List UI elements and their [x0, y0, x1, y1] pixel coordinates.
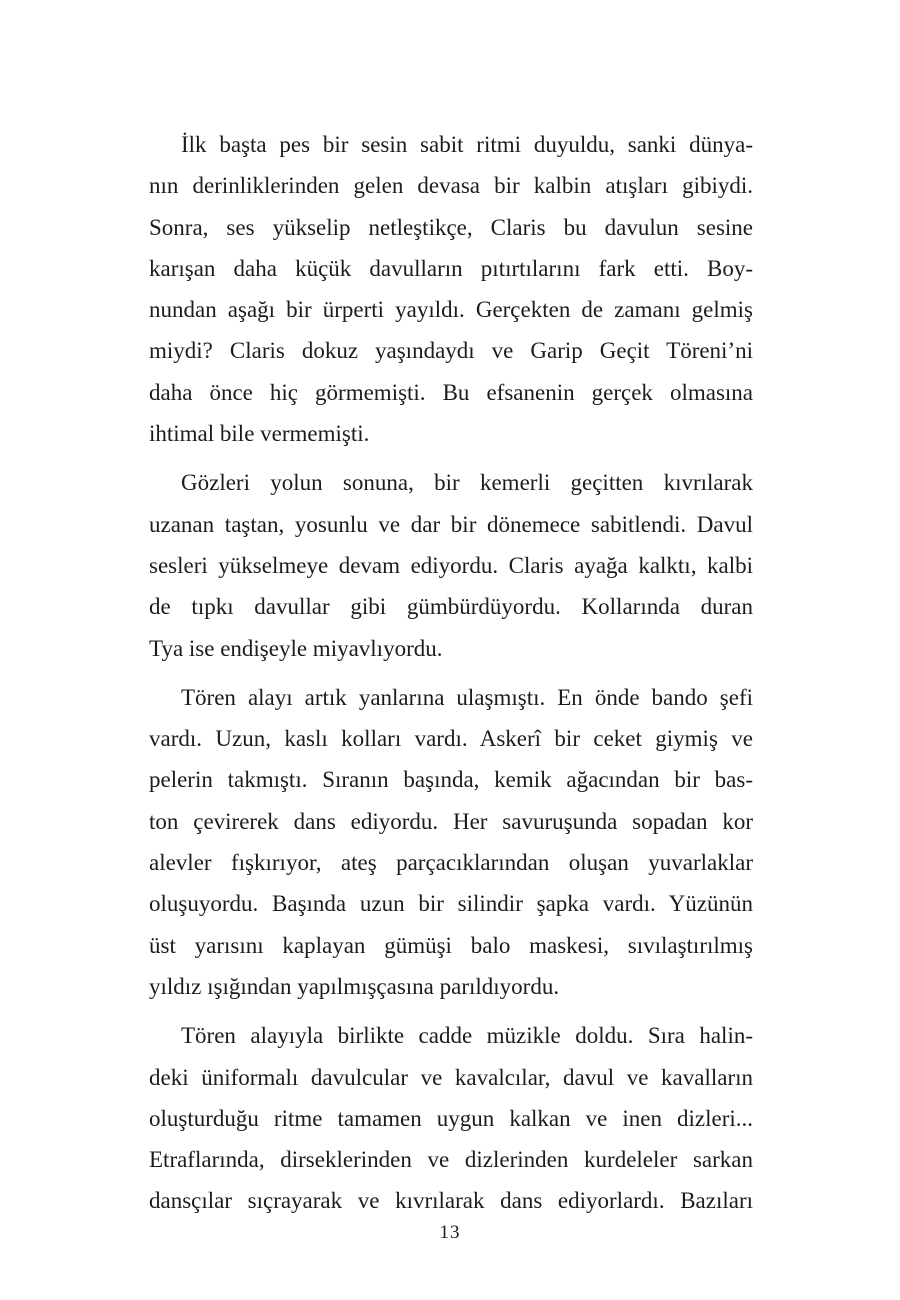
text-line: sesleri yükselmeye devam ediyordu. Claris ayağa kalktı, kalbi [149, 552, 753, 578]
text-line: Tya ise endişeyle miyavlıyordu. [149, 635, 443, 661]
body-text [149, 124, 753, 1230]
text-line: deki üniformalı davulcular ve kavalcılar, davul ve kavalların [149, 1064, 753, 1090]
text-line: alevler fışkırıyor, ateş parçacıklarından oluşan yuvarlaklar [149, 850, 753, 876]
page-number: 13 [439, 1222, 461, 1243]
text-line: de tıpkı davullar gibi gümbürdüyordu. Kollarında duran [149, 594, 753, 620]
text-line: Tören alayıyla birlikte cadde müzikle doldu. Sıra halin- [181, 1023, 753, 1049]
text-line: Sonra, ses yükselip netleştikçe, Claris bu davulun sesine [149, 214, 753, 240]
text-line: ton çevirerek dans ediyordu. Her savuruşunda sopadan kor [149, 808, 753, 834]
text-line: vardı. Uzun, kaslı kolları vardı. Askerî bir ceket giymiş ve [149, 726, 753, 752]
paragraph [149, 677, 753, 1007]
text-line: Tören alayı artık yanlarına ulaşmıştı. En önde bando şefi [181, 684, 753, 710]
text-line: miydi? Claris dokuz yaşındaydı ve Garip Geçit Töreni’ni [149, 338, 753, 364]
paragraph [149, 1015, 753, 1221]
text-line: oluşuyordu. Başında uzun bir silindir şapka vardı. Yüzünün [149, 891, 753, 917]
text-line: nın derinliklerinden gelen devasa bir kalbin atışları gibiydi. [149, 173, 753, 199]
text-line: karışan daha küçük davulların pıtırtılarını fark etti. Boy- [149, 255, 753, 281]
text-line: üst yarısını kaplayan gümüşi balo maskesi, sıvılaştırılmış [149, 932, 753, 958]
text-line: pelerin takmıştı. Sıranın başında, kemik ağacından bir bas- [149, 767, 753, 793]
text-line: Gözleri yolun sonuna, bir kemerli geçitten kıvrılarak [181, 470, 753, 496]
text-line: oluşturduğu ritme tamamen uygun kalkan ve inen dizleri... [149, 1105, 753, 1131]
text-line: nundan aşağı bir ürperti yayıldı. Gerçekten de zamanı gelmiş [149, 297, 753, 323]
text-line: dansçılar sıçrayarak ve kıvrılarak dans ediyorlardı. Bazıları [149, 1188, 753, 1214]
text-line: uzanan taştan, yosunlu ve dar bir dönemece sabitlendi. Davul [149, 511, 753, 537]
text-line: daha önce hiç görmemişti. Bu efsanenin gerçek olmasına [149, 379, 753, 405]
text-line: yıldız ışığından yapılmışçasına parıldıyordu. [149, 973, 560, 999]
text-line: ihtimal bile vermemişti. [149, 421, 370, 447]
text-line: İlk başta pes bir sesin sabit ritmi duyuldu, sanki dünya- [181, 132, 753, 157]
paragraph [149, 462, 753, 668]
paragraph [149, 124, 753, 454]
text-line: Etraflarında, dirseklerinden ve dizlerinden kurdeleler sarkan [149, 1147, 753, 1173]
